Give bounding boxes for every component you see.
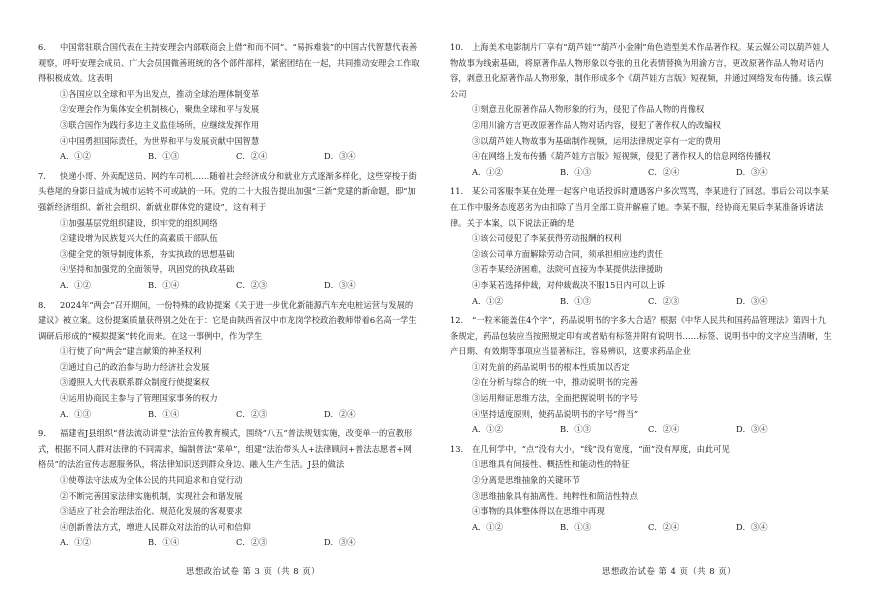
statement-option: ①对先前的药品说明书的根本性质加以否定 — [472, 361, 630, 372]
answer-choice[interactable]: D．③④ — [736, 295, 768, 306]
answer-choices — [38, 278, 420, 294]
right-column — [450, 40, 832, 539]
answer-choice[interactable]: B．①③ — [560, 424, 591, 435]
question-number: 6. — [38, 42, 46, 52]
question-text: “一粒米能盖住4个字”，药品说明书的字多大合适？根据《中华人民共和国药品管理法》第四十九条规定，药品包装应当按照规定印有或者贴有标签并附有说明书……标签、说明书中的文字应当清晰，生产日期、有效期等事项应当显著标注，容易辨识，这要求药品企业 — [450, 315, 832, 357]
statement-option: ①该公司侵犯了李某获得劳动报酬的权利 — [472, 233, 622, 244]
answer-choice[interactable]: D．③④ — [324, 537, 356, 548]
answer-choice[interactable]: B．①④ — [148, 537, 179, 548]
statement-option: ③若李某经济困难，法院可直接为李某提供法律援助 — [472, 264, 663, 275]
statement-option: ④坚持适度原则，使药品说明书的字号“得当” — [472, 408, 639, 419]
statement-option: ③联合国作为践行多边主义监佳场所，应继续发挥作用 — [60, 119, 260, 130]
answer-choice[interactable]: B．①③ — [560, 521, 591, 532]
answer-choice[interactable]: B．①④ — [148, 408, 179, 419]
question-number: 8. — [38, 299, 46, 310]
answer-choice[interactable]: C．②③ — [236, 279, 268, 290]
statement-option: ②用川渝方言更改原著作品人物对话内容，侵犯了著作权人的改编权 — [472, 119, 721, 130]
question-text: 某公司客服李某在处理一起客户电话投诉时遭遇客户多次骂骂，李某进行了回怼。事后公司以李某在工作中服务态度恶劣为由扣除了当月全部工资并解雇了她。李某不服，经协商无果后李某准备诉诸法律。关于本案，以下说法正确的是 — [450, 186, 829, 228]
answer-choice[interactable]: C．②④ — [648, 166, 680, 177]
answer-choice[interactable]: C．②③ — [236, 537, 268, 548]
question-text: 上海美术电影制片厂享有“葫芦娃”“葫芦小金刚”角色造型美术作品著作权。某云媒公司以葫芦娃人物故事为线索基础，将原著作品人物形象以夸张的丑化表情替换为用渝方言，更改原著作品人物对话内容，剥意丑化原著作品人物形象，制作形成多个《葫芦娃方言版》短视频，并通过网络发布传播。该云媒公司 — [450, 42, 832, 99]
question-stem — [450, 313, 832, 360]
statement-option: ④运用协商民主参与了管理国家事务的权力 — [60, 393, 218, 404]
question-text: 快递小哥、外卖配送员、网约车司机……随着社会经济成分和就业方式逐渐多样化，这些穿梭于街头巷尾的身影日益成为城市运转不可或缺的一环。党的二十大报告提出加强“三新”党建的新命题，即“加强新经济组织、新社会组织、新就业群体党的建设”，这有利于 — [38, 170, 417, 212]
statement-option: ③以葫芦娃人物故事为基础制作视频，运用法律规定享有一定的费用 — [472, 135, 721, 146]
answer-choices — [38, 149, 420, 165]
answer-choices — [450, 520, 832, 536]
answer-choice[interactable]: C．②④ — [236, 151, 268, 162]
statement-option: ①刻意丑化原著作品人物形象的行为，侵犯了作品人物的肖像权 — [472, 104, 705, 115]
question-13 — [450, 442, 832, 536]
statement-option: ③遵照人大代表联系群众制度行使提案权 — [60, 377, 210, 388]
answer-choice[interactable]: A．①② — [60, 151, 91, 162]
statement-option: ①思维具有间接性、概括性和能动性的特征 — [472, 459, 630, 470]
answer-choice[interactable]: A．①② — [472, 424, 503, 435]
statement-option: ④李某若选择仲裁，对仲裁裁决不服15日内可以上诉 — [472, 279, 666, 290]
statement-option: ②分离是思维抽象的关键环节 — [472, 475, 580, 486]
statement-option: ②在分析与综合的统一中，推动说明书的完善 — [472, 377, 638, 388]
question-stem — [38, 298, 420, 345]
question-10 — [450, 40, 832, 180]
statement-option: ②通过自己的政治参与助力经济社会发展 — [60, 361, 210, 372]
question-stem — [38, 426, 420, 473]
answer-choice[interactable]: C．②③ — [648, 295, 680, 306]
statement-option: ①各国应以全球和平为出发点，推动全球治理体制变革 — [60, 88, 260, 99]
answer-choice[interactable]: D．③④ — [324, 151, 356, 162]
answer-choice[interactable]: D．③④ — [324, 279, 356, 290]
question-7 — [38, 169, 420, 294]
statement-option: ①行使了向“两会”建言献策的神圣权利 — [60, 346, 202, 357]
question-number: 10. — [450, 42, 464, 52]
question-stem — [450, 442, 832, 458]
question-9 — [38, 426, 420, 551]
answer-choice[interactable]: B．①④ — [148, 279, 179, 290]
statement-option: ③适应了社会治理法治化、规范化发展的客观要求 — [60, 506, 243, 517]
statement-option: ③运用辩证思维方法，全面把握说明书的字号 — [472, 393, 638, 404]
question-number: 11. — [450, 186, 464, 197]
question-number: 12. — [450, 315, 464, 326]
question-6 — [38, 40, 420, 165]
statement-option: ②该公司单方面解除劳动合同，须承担相应违约责任 — [472, 248, 663, 259]
statement-option: ④事物的具体整体得以在思维中再现 — [472, 506, 605, 517]
statement-option: ④坚持和加强党的全面领导，巩固党的执政基础 — [60, 264, 235, 275]
question-number: 9. — [38, 428, 46, 439]
answer-choice[interactable]: A．①② — [60, 537, 91, 548]
answer-choices — [450, 422, 832, 438]
answer-choices — [38, 535, 420, 551]
answer-choice[interactable]: C．②③ — [236, 408, 268, 419]
answer-choice[interactable]: B．①③ — [560, 166, 591, 177]
question-number: 13. — [450, 443, 464, 454]
answer-choice[interactable]: D．③④ — [736, 166, 768, 177]
left-column — [38, 40, 420, 555]
question-stem — [38, 169, 420, 216]
statement-option: ③思维抽象具有抽离性、纯粹性和简洁性特点 — [472, 490, 638, 501]
answer-choices — [450, 165, 832, 181]
question-text: 2024年“两会”召开期间，一份特殊的政协提案《关于进一步优化新能源汽车充电桩运营与发展的建议》被立案。这份提案质量获得别之处在于：它是由陕西省汉中市龙岗学校政治教师带着6名高一学生调研后形成的“模拟提案”转化而来。在这一事例中，作为学生 — [38, 299, 417, 341]
statement-option: ④在网络上发布传播《葫芦娃方言版》短视频，侵犯了著作权人的信息网络传播权 — [472, 151, 771, 162]
footer-page-3: 思想政治试卷 第 3 页（共 8 页） — [186, 566, 320, 576]
statement-option: ④中国勇担国际责任，为世界和平与发展贡献中国智慧 — [60, 135, 260, 146]
question-text: 在几何学中，“点”没有大小，“线”没有宽度，“面”没有厚度，由此可见 — [472, 443, 730, 454]
question-stem — [38, 40, 420, 87]
statement-option: ①使尊法守法成为全体公民的共同追求和自觉行动 — [60, 475, 243, 486]
question-12 — [450, 313, 832, 438]
answer-choice[interactable]: A．①② — [472, 295, 503, 306]
question-number: 7. — [38, 170, 46, 181]
answer-choice[interactable]: C．②④ — [648, 424, 680, 435]
question-stem — [450, 184, 832, 231]
answer-choices — [450, 294, 832, 310]
statement-option: ③健全党的领导制度体系，夯实执政的思想基础 — [60, 248, 235, 259]
statement-option: ④创新普法方式，增进人民群众对法治的认可和信仰 — [60, 521, 251, 532]
answer-choice[interactable]: B．①③ — [560, 295, 591, 306]
answer-choice[interactable]: A．①② — [472, 521, 503, 532]
answer-choice[interactable]: C．②④ — [648, 521, 680, 532]
statement-option: ①加强基层党组织建设，织牢党的组织网络 — [60, 217, 218, 228]
answer-choice[interactable]: D．③④ — [736, 424, 768, 435]
question-8 — [38, 298, 420, 423]
question-11 — [450, 184, 832, 309]
statement-option: ②不断完善国家法律实施机制，实现社会和谐发展 — [60, 490, 243, 501]
answer-choice[interactable]: A．①② — [472, 166, 503, 177]
question-text: 中国常驻联合国代表在主持安理会内部联商会上借“和而不同”、“易拆难装”的中国古代智慧代表善观察，呼吁安理会成员、广大会员国微善班统的各个部件部样，紧密团结在一起，共同推动安理会工作取得积极成效。这表明 — [38, 42, 420, 84]
answer-choices — [38, 407, 420, 423]
statement-option: ②建设增为民族复兴大任的高素质干部队伍 — [60, 233, 218, 244]
answer-choice[interactable]: A．①③ — [60, 408, 91, 419]
statement-option: ②安理会作为集体安全机制核心，聚焦全球和平与发展 — [60, 104, 260, 115]
question-text: 福建省J县组织“普法流动讲堂”法治宣传教育模式，围绕“八五”普法规划实施，改变单一的宣教形式，根据不同人群对法律的不同需求，编制普法“菜单”，组建“法治带头人+法律顾问+普法志愿者+网格员”的法治宣传志愿服务队，将法律知识送到群众身边、融入生产生活。J县的做法 — [38, 428, 413, 470]
footer-page-4: 思想政治试卷 第 4 页（共 8 页） — [602, 566, 736, 576]
answer-choice[interactable]: A．①② — [60, 279, 91, 290]
answer-choice[interactable]: B．①③ — [148, 151, 179, 162]
question-stem — [450, 40, 832, 102]
answer-choice[interactable]: D．②④ — [324, 408, 356, 419]
answer-choice[interactable]: D．③④ — [736, 521, 768, 532]
